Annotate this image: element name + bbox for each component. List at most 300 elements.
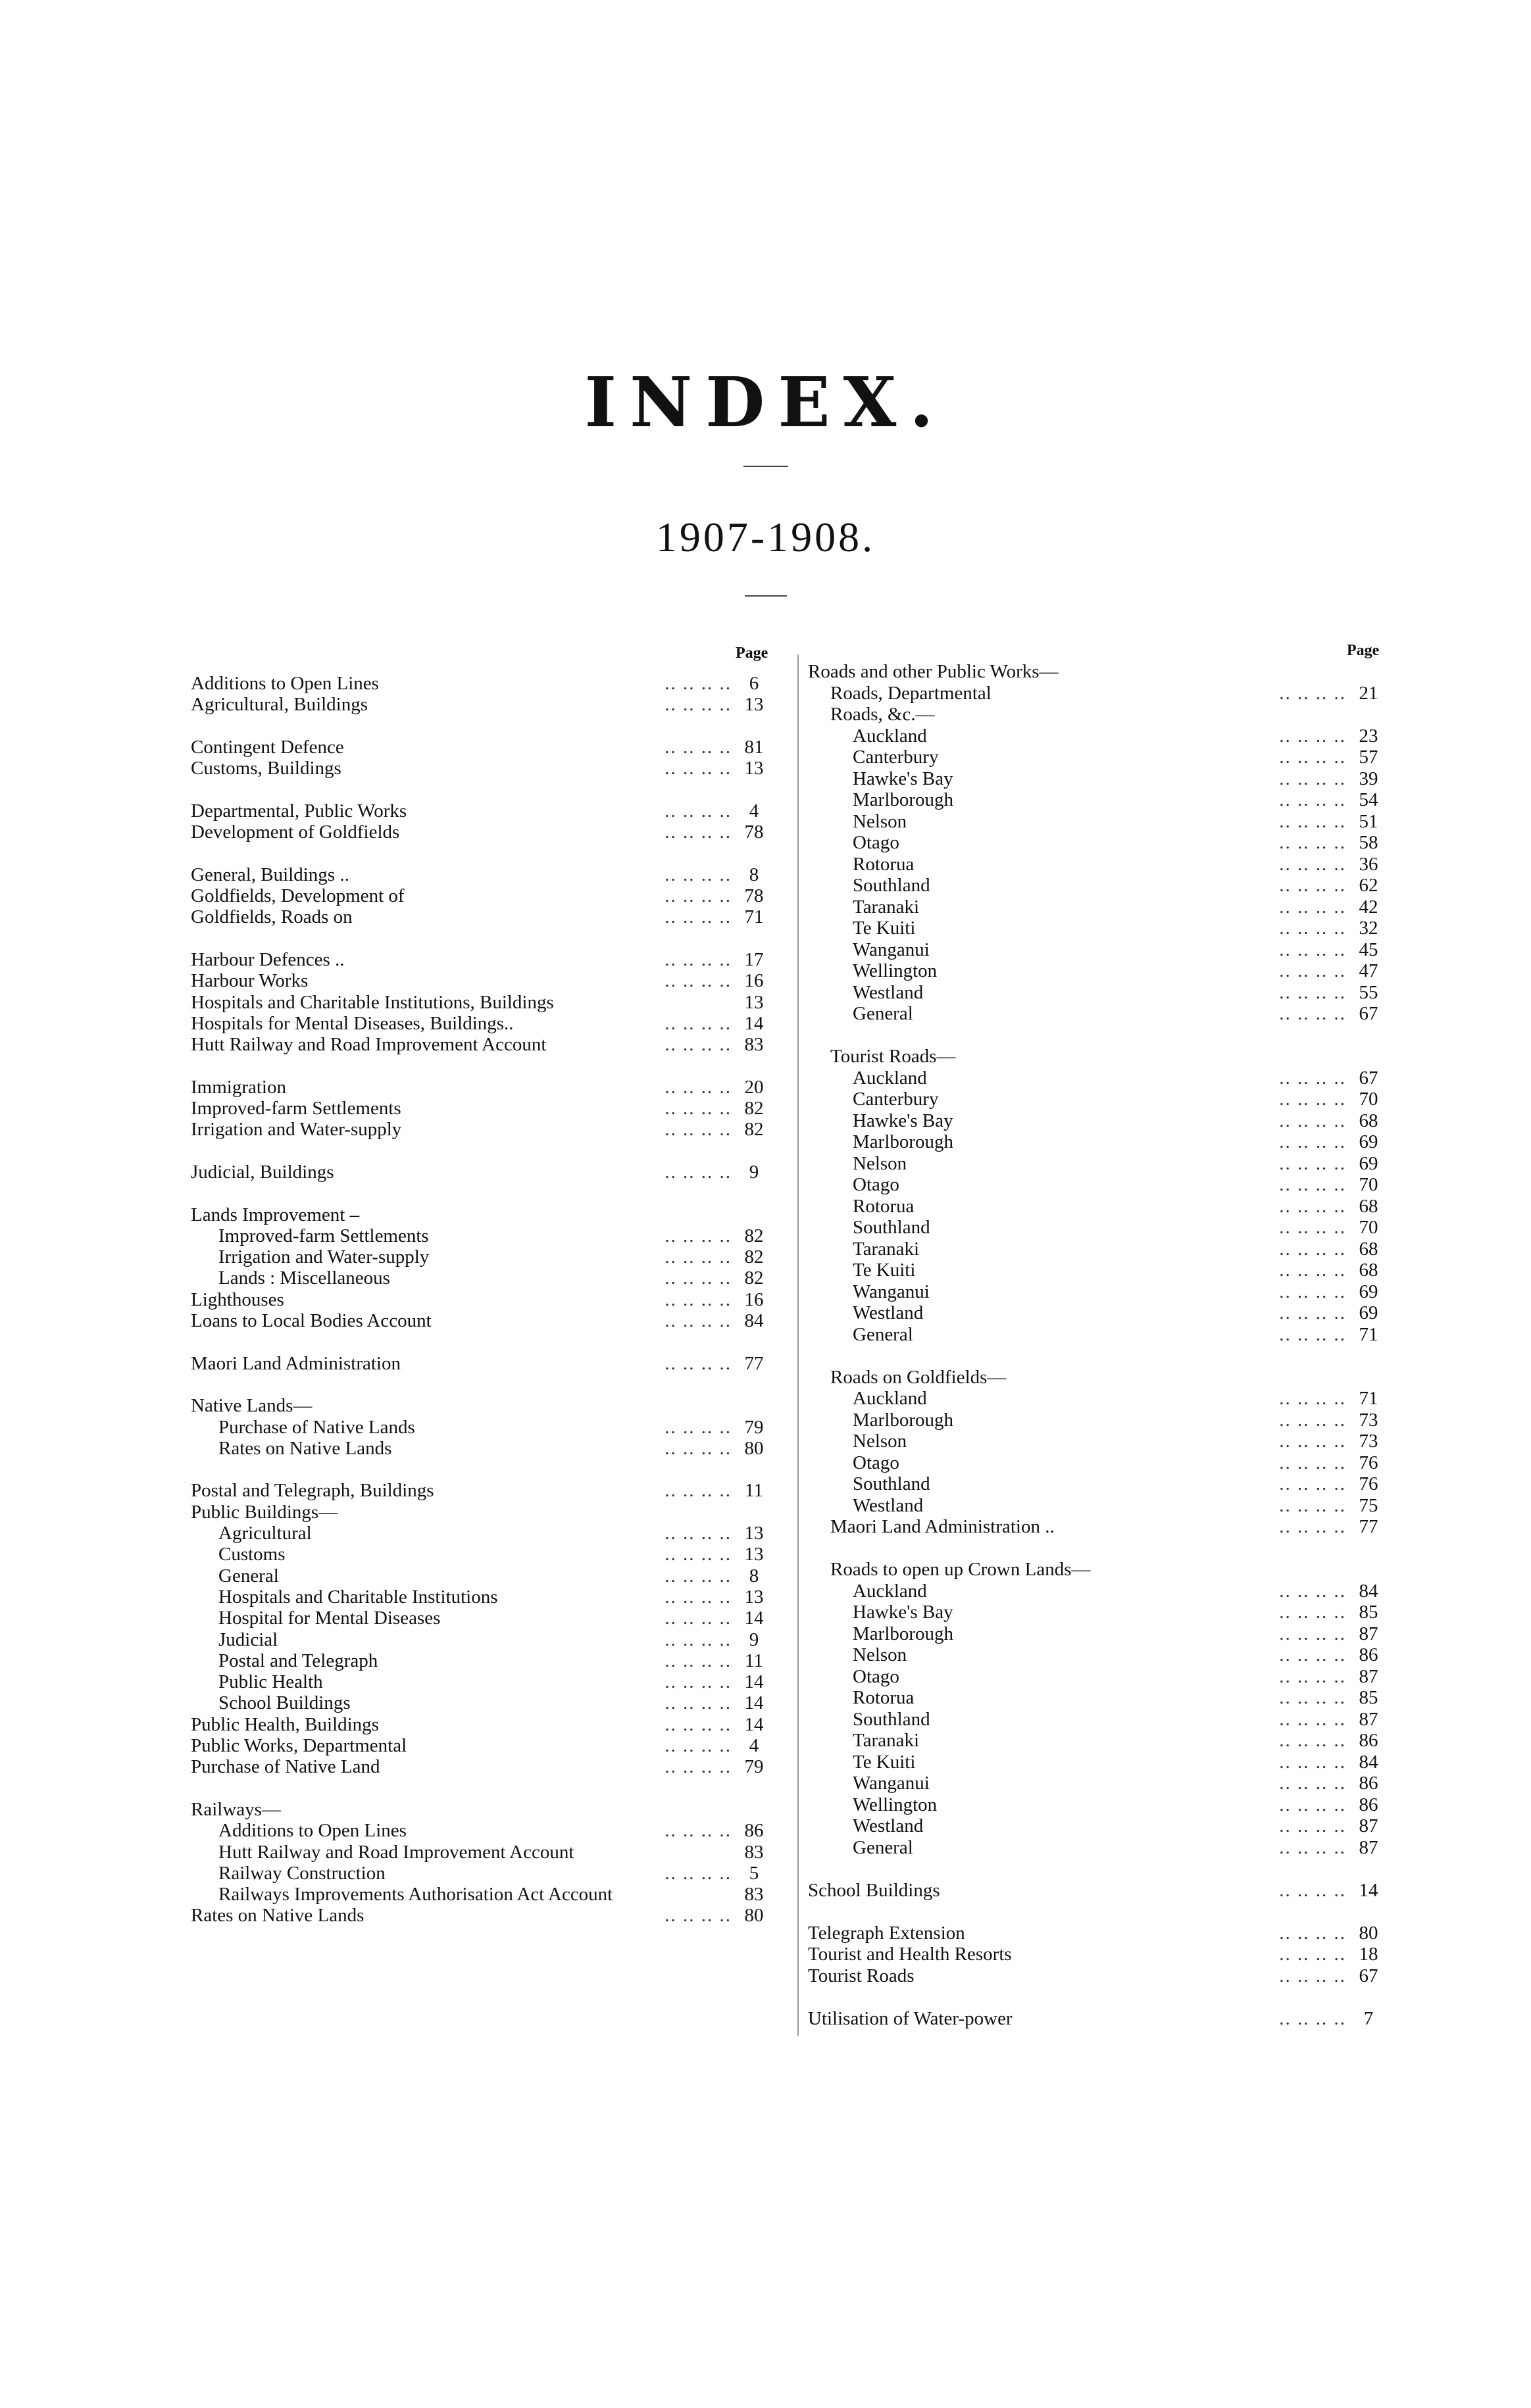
index-entry <box>853 1196 1387 1216</box>
entry-page-number: 67 <box>1359 1965 1378 1986</box>
entry-label: Te Kuiti <box>853 1260 916 1281</box>
index-entry <box>191 1757 772 1777</box>
entry-label: Canterbury <box>853 1089 939 1110</box>
entry-label: Hutt Railway and Road Improvement Account <box>191 1034 547 1056</box>
entry-label: Wanganui <box>853 1281 930 1302</box>
index-entry <box>853 1431 1387 1451</box>
entry-label: Southland <box>853 1217 930 1238</box>
entry-page-number: 4 <box>749 800 759 822</box>
dot-leader: .. .. .. .. <box>1279 1602 1346 1622</box>
index-entry <box>853 1688 1387 1708</box>
dot-leader: .. .. .. .. <box>1279 747 1346 767</box>
index-entry <box>830 704 1387 724</box>
index-entry <box>191 1800 772 1819</box>
dot-leader: .. .. .. .. <box>1279 1132 1346 1152</box>
dot-leader: .. .. .. .. <box>1279 1196 1346 1216</box>
dot-leader: .. .. .. .. <box>1279 1965 1346 1986</box>
entry-label: Taranaki <box>853 896 920 918</box>
dot-leader: .. .. .. .. <box>665 1757 732 1777</box>
entry-page-number: 82 <box>744 1246 764 1268</box>
entry-page-number: 4 <box>749 1735 759 1756</box>
entry-label: Southland <box>853 1473 930 1494</box>
dot-leader: .. .. .. .. <box>1279 1303 1346 1323</box>
index-entry <box>853 1132 1387 1152</box>
entry-page-number: 14 <box>744 1608 764 1629</box>
dot-leader: .. .. .. .. <box>665 1586 732 1607</box>
entry-label: Lands Improvement – <box>191 1204 360 1225</box>
index-entry <box>218 1693 772 1713</box>
index-entry <box>830 683 1387 703</box>
entry-page-number: 71 <box>744 906 764 928</box>
entry-label: Auckland <box>853 1067 927 1089</box>
entry-label: Railways— <box>191 1798 281 1820</box>
entry-label: Southland <box>853 875 930 896</box>
index-entry <box>191 950 772 970</box>
index-entry <box>191 1014 772 1033</box>
entry-page-number: 67 <box>1359 1003 1378 1024</box>
dot-leader: .. .. .. .. <box>1279 854 1346 874</box>
entry-page-number: 14 <box>744 1692 764 1714</box>
entry-page-number: 69 <box>1359 1131 1378 1152</box>
index-entry <box>853 1731 1387 1750</box>
entry-label: General <box>853 1003 913 1024</box>
index-entry <box>853 940 1387 960</box>
index-entry <box>191 1736 772 1756</box>
index-entry <box>218 1842 772 1862</box>
entry-label: Rates on Native Lands <box>218 1437 392 1459</box>
entry-page-number: 75 <box>1359 1494 1378 1516</box>
entry-label: Westland <box>853 1815 924 1836</box>
index-entry <box>853 918 1387 938</box>
entry-label: Hospitals and Charitable Institutions, Buildings <box>191 991 554 1013</box>
dot-leader: .. .. .. .. <box>1279 1794 1346 1815</box>
entry-page-number: 84 <box>744 1310 764 1331</box>
entry-page-number: 14 <box>744 1713 764 1735</box>
index-entry <box>191 758 772 778</box>
entry-page-number: 68 <box>1359 1260 1378 1281</box>
entry-page-number: 68 <box>1359 1110 1378 1131</box>
dot-leader: .. .. .. .. <box>1279 1153 1346 1173</box>
dot-leader: .. .. .. .. <box>665 1013 732 1033</box>
entry-label: Judicial, Buildings <box>191 1161 334 1183</box>
index-entry <box>853 1175 1387 1194</box>
index-entry <box>853 833 1387 852</box>
entry-page-number: 20 <box>744 1076 764 1098</box>
entry-page-number: 13 <box>744 991 764 1013</box>
right-page-header: Page <box>1347 642 1380 659</box>
dot-leader: .. .. .. .. <box>1279 1388 1346 1408</box>
entry-page-number: 73 <box>1359 1431 1378 1452</box>
entry-label: Hospitals for Mental Diseases, Buildings.. <box>191 1012 514 1034</box>
entry-label: Postal and Telegraph <box>218 1650 378 1671</box>
index-entry <box>853 1474 1387 1494</box>
entry-page-number: 78 <box>744 885 764 906</box>
entry-label: Rotorua <box>853 853 915 875</box>
dot-leader: .. .. .. .. <box>665 1565 732 1586</box>
index-entry <box>853 1217 1387 1237</box>
dot-leader: .. .. .. .. <box>1279 897 1346 917</box>
index-entry <box>808 662 1387 681</box>
entry-page-number: 79 <box>744 1416 764 1438</box>
entry-page-number: 16 <box>744 1289 764 1310</box>
entry-page-number: 81 <box>744 736 764 758</box>
dot-leader: .. .. .. .. <box>1279 1004 1346 1023</box>
dot-leader: .. .. .. .. <box>665 1714 732 1734</box>
entry-label: Wanganui <box>853 1773 930 1794</box>
dot-leader: .. .. .. .. <box>1279 1816 1346 1836</box>
entry-page-number: 73 <box>1359 1409 1378 1431</box>
entry-label: Rotorua <box>853 1195 915 1217</box>
entry-label: Irrigation and Water-supply <box>191 1119 402 1141</box>
index-entry <box>853 897 1387 917</box>
entry-label: Roads, &c.— <box>830 704 935 725</box>
entry-label: Hospitals and Charitable Institutions <box>218 1586 498 1608</box>
dot-leader: .. .. .. .. <box>665 695 732 715</box>
dot-leader: .. .. .. .. <box>665 1736 732 1756</box>
dot-leader: .. .. .. .. <box>1279 1175 1346 1194</box>
index-entry <box>191 1715 772 1734</box>
index-entry <box>191 1162 772 1182</box>
index-entry <box>191 1502 772 1522</box>
entry-label: Judicial <box>218 1629 278 1650</box>
entry-page-number: 36 <box>1359 853 1378 875</box>
entry-page-number: 84 <box>1359 1580 1378 1602</box>
dot-leader: .. .. .. .. <box>1279 725 1346 746</box>
dot-leader: .. .. .. .. <box>665 971 732 991</box>
entry-label: Railways Improvements Authorisation Act Account <box>218 1884 613 1905</box>
entry-label: Tourist and Health Resorts <box>808 1944 1012 1965</box>
entry-page-number: 8 <box>749 864 759 885</box>
index-entry <box>808 1923 1387 1943</box>
entry-page-number: 13 <box>744 1586 764 1608</box>
dot-leader: .. .. .. .. <box>1279 1773 1346 1793</box>
entry-page-number: 13 <box>744 1523 764 1544</box>
entry-label: Rotorua <box>853 1687 915 1708</box>
entry-page-number: 83 <box>744 1841 764 1863</box>
index-entry <box>853 1239 1387 1259</box>
index-entry <box>853 1752 1387 1772</box>
entry-label: School Buildings <box>808 1879 940 1901</box>
dot-leader: .. .. .. .. <box>1279 2008 1346 2028</box>
dot-leader: .. .. .. .. <box>665 1247 732 1267</box>
dot-leader: .. .. .. .. <box>1279 1239 1346 1259</box>
entry-page-number: 82 <box>744 1119 764 1141</box>
index-entry <box>218 1438 772 1458</box>
entry-page-number: 62 <box>1359 875 1378 896</box>
entry-label: Hutt Railway and Road Improvement Account <box>218 1841 574 1863</box>
dot-leader: .. .. .. .. <box>1279 1217 1346 1237</box>
entry-page-number: 6 <box>749 673 759 694</box>
entry-page-number: 39 <box>1359 768 1378 789</box>
entry-label: Hawke's Bay <box>853 768 953 789</box>
entry-page-number: 47 <box>1359 960 1378 981</box>
index-entry <box>191 695 772 714</box>
dot-leader: .. .. .. .. <box>1279 1410 1346 1430</box>
dot-leader: .. .. .. .. <box>665 1672 732 1692</box>
entry-page-number: 57 <box>1359 747 1378 768</box>
entry-label: Rates on Native Lands <box>191 1905 364 1927</box>
entry-label: Marlborough <box>853 1409 954 1431</box>
entry-label: General <box>218 1565 279 1586</box>
entry-page-number: 9 <box>749 1161 759 1183</box>
index-entry <box>191 1035 772 1054</box>
entry-page-number: 77 <box>744 1352 764 1374</box>
entry-label: Irrigation and Water-supply <box>218 1246 430 1268</box>
index-entry <box>853 1388 1387 1408</box>
index-entry <box>853 1795 1387 1815</box>
index-entry <box>853 1325 1387 1344</box>
index-entry <box>218 1523 772 1543</box>
entry-page-number: 76 <box>1359 1473 1378 1494</box>
index-entry <box>853 1624 1387 1644</box>
index-entry <box>853 1709 1387 1729</box>
entry-label: Te Kuiti <box>853 918 916 939</box>
entry-page-number: 86 <box>1359 1794 1378 1815</box>
dot-leader: .. .. .. .. <box>1279 1731 1346 1750</box>
dot-leader: .. .. .. .. <box>665 1098 732 1118</box>
entry-label: Roads on Goldfields— <box>830 1366 1007 1388</box>
entry-label: Native Lands— <box>191 1395 313 1417</box>
index-entry <box>191 1311 772 1331</box>
entry-label: Railway Construction <box>218 1862 386 1884</box>
index-entry <box>830 1367 1387 1387</box>
dot-leader: .. .. .. .. <box>1279 1581 1346 1601</box>
entry-page-number: 11 <box>745 1650 763 1671</box>
entry-page-number: 68 <box>1359 1195 1378 1217</box>
entry-label: Harbour Defences .. <box>191 948 345 970</box>
entry-label: Development of Goldfields <box>191 822 400 843</box>
entry-label: Telegraph Extension <box>808 1922 965 1944</box>
entry-page-number: 85 <box>1359 1687 1378 1708</box>
entry-page-number: 82 <box>744 1225 764 1246</box>
entry-label: Improved-farm Settlements <box>218 1225 429 1246</box>
entry-page-number: 51 <box>1359 810 1378 832</box>
dot-leader: .. .. .. .. <box>665 758 732 779</box>
entry-label: Westland <box>853 1302 924 1323</box>
index-entry <box>808 1966 1387 1986</box>
entry-label: Nelson <box>853 1152 907 1174</box>
dot-leader: .. .. .. .. <box>665 1905 732 1926</box>
entry-label: Roads, Departmental <box>830 682 991 704</box>
dot-leader: .. .. .. .. <box>1279 1709 1346 1729</box>
dot-leader: .. .. .. .. <box>665 886 732 906</box>
dot-leader: .. .. .. .. <box>665 864 732 885</box>
entry-label: Tourist Roads— <box>830 1046 956 1067</box>
entry-page-number: 80 <box>744 1905 764 1927</box>
entry-label: Hospital for Mental Diseases <box>218 1608 441 1629</box>
dot-leader: .. .. .. .. <box>1279 1517 1346 1536</box>
dot-leader: .. .. .. .. <box>1279 1431 1346 1451</box>
entry-label: Immigration <box>191 1076 286 1098</box>
entry-label: Hawke's Bay <box>853 1110 953 1131</box>
dot-leader: .. .. .. .. <box>665 674 732 693</box>
entry-label: Marlborough <box>853 789 954 810</box>
entry-label: Agricultural, Buildings <box>191 694 368 716</box>
entry-page-number: 86 <box>1359 1644 1378 1665</box>
index-entry <box>853 1496 1387 1515</box>
dot-leader: .. .. .. .. <box>665 737 732 757</box>
entry-label: Agricultural <box>218 1523 312 1544</box>
dot-leader: .. .. .. .. <box>665 1523 732 1543</box>
dot-leader: .. .. .. .. <box>665 800 732 821</box>
entry-page-number: 7 <box>1363 2007 1374 2029</box>
dot-leader: .. .. .. .. <box>665 1438 732 1458</box>
index-entry <box>218 1863 772 1883</box>
index-entry <box>218 1226 772 1246</box>
entry-label: Otago <box>853 1665 899 1687</box>
index-entry <box>853 726 1387 746</box>
index-entry <box>853 812 1387 831</box>
index-entry <box>191 865 772 885</box>
entry-page-number: 87 <box>1359 1815 1378 1836</box>
dot-leader: .. .. .. .. <box>1279 939 1346 960</box>
index-entry <box>218 1821 772 1840</box>
entry-label: Departmental, Public Works <box>191 800 407 822</box>
dot-leader: .. .. .. .. <box>665 1353 732 1373</box>
entry-label: Goldfields, Roads on <box>191 906 353 928</box>
left-page-header: Page <box>736 645 768 662</box>
index-entry <box>218 1651 772 1671</box>
dot-leader: .. .. .. .. <box>1279 683 1346 703</box>
index-entry <box>808 1944 1387 1964</box>
index-entry <box>853 854 1387 874</box>
dot-leader: .. .. .. .. <box>1279 833 1346 852</box>
entry-page-number: 78 <box>744 822 764 843</box>
entry-page-number: 68 <box>1359 1238 1378 1260</box>
entry-label: Harbour Works <box>191 970 309 992</box>
dot-leader: .. .. .. .. <box>1279 1880 1346 1900</box>
entry-page-number: 45 <box>1359 939 1378 960</box>
index-entry <box>853 769 1387 789</box>
entry-label: Goldfields, Development of <box>191 885 405 906</box>
entry-label: Contingent Defence <box>191 736 344 758</box>
entry-label: Auckland <box>853 1388 927 1409</box>
entry-page-number: 13 <box>744 694 764 716</box>
index-entry <box>191 1119 772 1139</box>
index-entry <box>191 1354 772 1373</box>
column-divider <box>797 654 799 2036</box>
entry-label: Roads to open up Crown Lands— <box>830 1559 1091 1580</box>
dot-leader: .. .. .. .. <box>1279 1324 1346 1344</box>
entry-label: Otago <box>853 1174 899 1195</box>
entry-label: Auckland <box>853 725 927 747</box>
entry-page-number: 87 <box>1359 1836 1378 1858</box>
dot-leader: .. .. .. .. <box>1279 918 1346 938</box>
entry-label: Maori Land Administration .. <box>830 1516 1055 1537</box>
entry-label: Customs <box>218 1544 286 1565</box>
entry-label: Westland <box>853 1494 924 1516</box>
index-entry <box>853 1816 1387 1836</box>
dot-leader: .. .. .. .. <box>1279 1645 1346 1665</box>
index-entry <box>853 1838 1387 1857</box>
dot-leader: .. .. .. .. <box>665 1035 732 1055</box>
entry-page-number: 86 <box>1359 1730 1378 1751</box>
index-entry <box>191 1290 772 1310</box>
entry-page-number: 55 <box>1359 981 1378 1003</box>
entry-label: Hawke's Bay <box>853 1602 953 1623</box>
entry-label: Otago <box>853 1452 899 1473</box>
dot-leader: .. .. .. .. <box>1279 1068 1346 1088</box>
title-rule <box>743 466 788 467</box>
year-heading: 1907-1908. <box>655 514 876 560</box>
entry-label: Nelson <box>853 810 907 832</box>
entry-page-number: 42 <box>1359 896 1378 918</box>
entry-page-number: 79 <box>744 1756 764 1778</box>
dot-leader: .. .. .. .. <box>665 1289 732 1310</box>
entry-label: Public Health, Buildings <box>191 1713 379 1735</box>
index-entry <box>191 1396 772 1415</box>
entry-page-number: 23 <box>1359 725 1378 747</box>
entry-label: Marlborough <box>853 1623 954 1644</box>
entry-page-number: 8 <box>749 1565 759 1586</box>
entry-page-number: 80 <box>1359 1922 1378 1944</box>
entry-page-number: 5 <box>749 1862 759 1884</box>
entry-label: Wanganui <box>853 939 930 960</box>
entry-label: Additions to Open Lines <box>218 1820 407 1842</box>
dot-leader: .. .. .. .. <box>665 1162 732 1182</box>
index-entry <box>218 1268 772 1288</box>
dot-leader: .. .. .. .. <box>1279 1495 1346 1515</box>
index-entry <box>218 1672 772 1692</box>
entry-label: Maori Land Administration <box>191 1352 401 1374</box>
dot-leader: .. .. .. .. <box>1279 982 1346 1002</box>
index-entry <box>853 790 1387 810</box>
index-entry <box>191 1481 772 1500</box>
entry-page-number: 80 <box>744 1437 764 1459</box>
dot-leader: .. .. .. .. <box>1279 1688 1346 1708</box>
entry-label: Public Buildings— <box>191 1501 338 1523</box>
entry-page-number: 21 <box>1359 682 1378 704</box>
entry-label: Taranaki <box>853 1238 920 1260</box>
entry-label: Public Works, Departmental <box>191 1735 407 1756</box>
dot-leader: .. .. .. .. <box>665 1417 732 1437</box>
entry-page-number: 76 <box>1359 1452 1378 1473</box>
dot-leader: .. .. .. .. <box>665 1693 732 1713</box>
index-entry <box>191 907 772 927</box>
entry-page-number: 11 <box>745 1480 763 1502</box>
dot-leader: .. .. .. .. <box>1279 768 1346 789</box>
entry-page-number: 69 <box>1359 1281 1378 1302</box>
index-entry <box>191 886 772 906</box>
index-entry <box>853 1667 1387 1686</box>
entry-page-number: 18 <box>1359 1944 1378 1965</box>
entry-label: General <box>853 1836 913 1858</box>
dot-leader: .. .. .. .. <box>1279 1452 1346 1473</box>
dot-leader: .. .. .. .. <box>665 1650 732 1671</box>
entry-label: General, Buildings .. <box>191 864 349 885</box>
entry-label: Lands : Miscellaneous <box>218 1267 390 1289</box>
entry-page-number: 86 <box>1359 1773 1378 1794</box>
entry-label: Westland <box>853 981 924 1003</box>
entry-page-number: 54 <box>1359 789 1378 810</box>
dot-leader: .. .. .. .. <box>665 1119 732 1140</box>
index-entry <box>218 1884 772 1904</box>
index-entry <box>218 1587 772 1607</box>
dot-leader: .. .. .. .. <box>665 1608 732 1629</box>
entry-label: Canterbury <box>853 747 939 768</box>
index-entry <box>853 1303 1387 1323</box>
entry-label: Wellington <box>853 1794 938 1815</box>
entry-page-number: 58 <box>1359 832 1378 853</box>
dot-leader: .. .. .. .. <box>665 907 732 927</box>
dot-leader: .. .. .. .. <box>665 949 732 970</box>
entry-page-number: 13 <box>744 758 764 779</box>
index-entry <box>218 1566 772 1586</box>
index-entry <box>191 737 772 757</box>
entry-label: Auckland <box>853 1580 927 1602</box>
entry-label: Marlborough <box>853 1131 954 1152</box>
entry-page-number: 32 <box>1359 918 1378 939</box>
